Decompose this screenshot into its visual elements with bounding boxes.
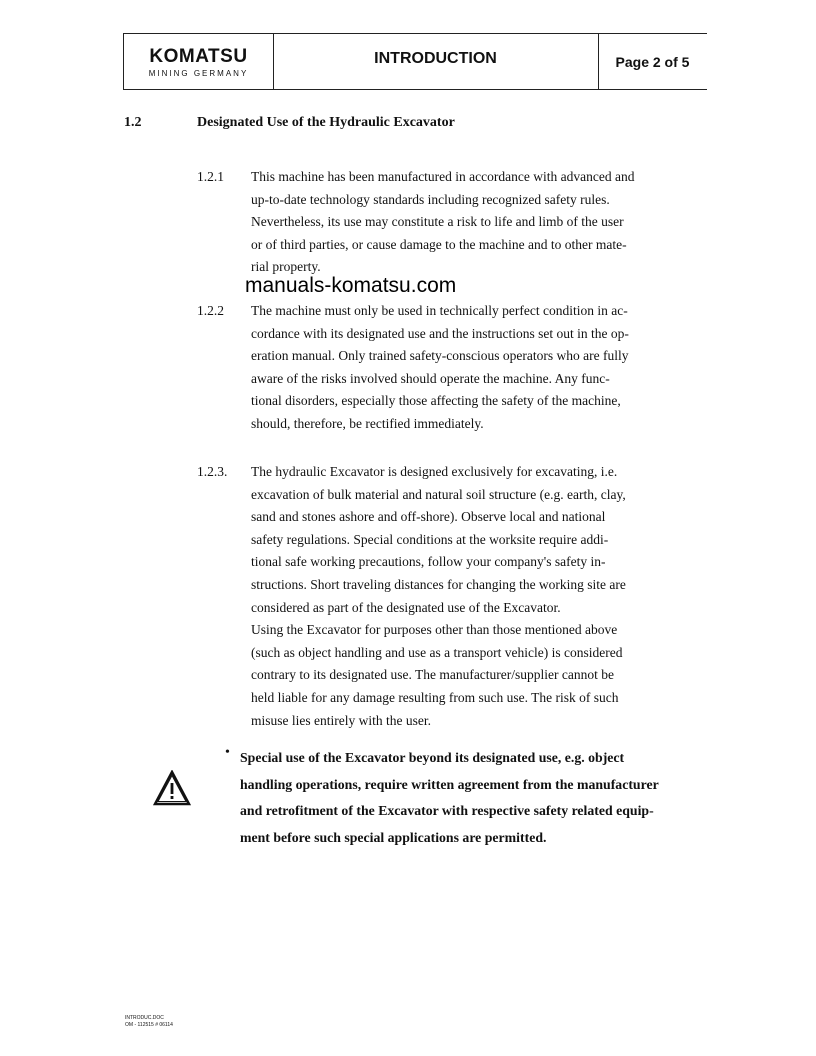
text-line: (such as object handling and use as a transport vehicle) is considered [251,644,623,660]
header-title: INTRODUCTION [273,34,599,89]
warning-text [240,745,659,851]
text-line: should, therefore, be rectified immediately. [251,415,484,431]
text-line: up-to-date technology standards including recognized safety rules. [251,191,610,207]
paragraph-body [251,461,701,732]
bullet: • [225,745,230,760]
logo-subtitle: MINING GERMANY [148,68,249,78]
text-line: cordance with its designated use and the instructions set out in the op- [251,325,629,341]
watermark: manuals-komatsu.com [245,274,457,297]
warning-triangle-icon [153,770,191,811]
paragraph-number: 1.2.3. [197,464,228,479]
section-title: Designated Use of the Hydraulic Excavator [197,115,455,130]
text-line: and retrofitment of the Excavator with respective safety related equip- [240,803,654,818]
text-line: sand and stones ashore and off-shore). Observe local and national [251,509,606,525]
footer [125,1015,173,1029]
text-line: Special use of the Excavator beyond its designated use, e.g. object [240,750,625,765]
text-line: This machine has been manufactured in accordance with advanced and [251,169,635,184]
text-line: safety regulations. Special conditions at the worksite require addi- [251,531,609,547]
page-header [123,33,707,90]
footer-file: INTRODUC.DOC [125,1015,164,1021]
paragraph-body [251,300,701,436]
text-line: contrary to its designated use. The manufacturer/supplier cannot be [251,667,615,683]
text-line: misuse lies entirely with the user. [251,712,431,728]
text-line: excavation of bulk material and natural soil structure (e.g. earth, clay, [251,486,626,502]
footer-ref: OM - 112515 # 06114 [125,1022,173,1028]
text-line: The machine must only be used in technically perfect condition in ac- [251,303,628,318]
text-line: eration manual. Only trained safety-conscious operators who are fully [251,348,629,364]
text-line: tional safe working precautions, follow your company's safety in- [251,554,606,570]
text-line: handling operations, require written agreement from the manufacturer [240,776,659,792]
text-line: structions. Short traveling distances for changing the working site are [251,576,626,592]
text-line: rial property. [251,259,321,275]
text-line: The hydraulic Excavator is designed exclusively for excavating, i.e. [251,464,618,479]
logo-brand: KOMATSU [149,45,248,67]
paragraph-body [251,166,701,279]
text-line: Using the Excavator for purposes other than those mentioned above [251,622,618,638]
paragraph-number: 1.2.1 [197,169,224,184]
text-line: held liable for any damage resulting from such use. The risk of such [251,689,619,705]
paragraph-number: 1.2.2 [197,303,224,318]
page-number: Page 2 of 5 [615,53,690,70]
text-line: Nevertheless, its use may constitute a risk to life and limb of the user [251,214,624,230]
text-line: aware of the risks involved should operate the machine. Any func- [251,370,610,386]
section-number: 1.2 [124,115,142,130]
text-line: or of third parties, or cause damage to the machine and to other mate- [251,236,627,252]
text-line: ment before such special applications are permitted. [240,829,547,845]
komatsu-logo [124,34,274,89]
text-line: tional disorders, especially those affecting the safety of the machine, [251,393,621,409]
text-line: considered as part of the designated use of the Excavator. [251,599,561,615]
